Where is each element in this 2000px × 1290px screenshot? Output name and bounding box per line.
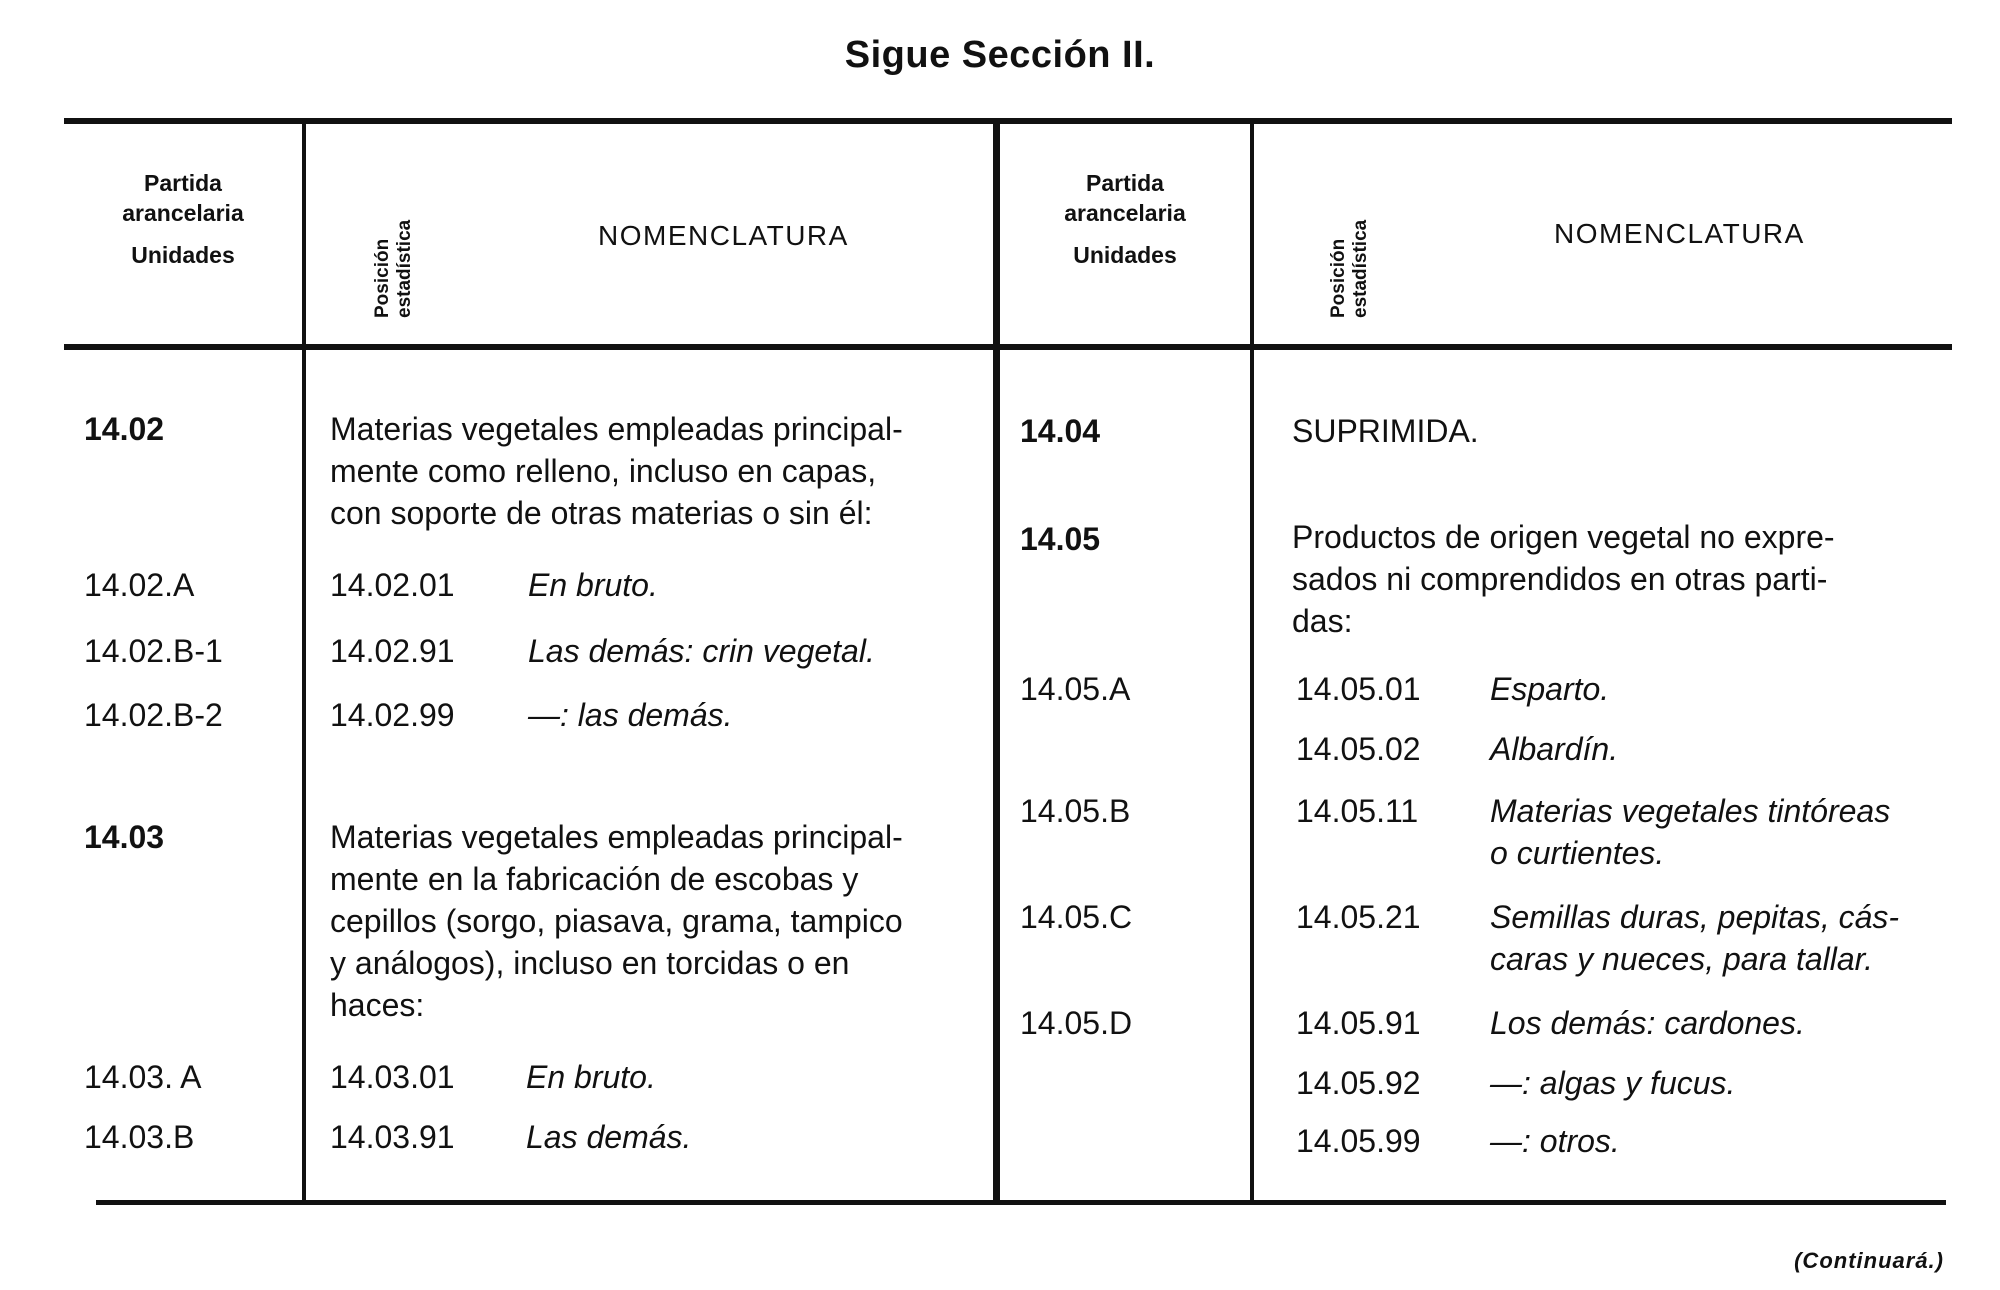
partida-14-05-a: 14.05.A xyxy=(1020,671,1131,707)
posicion-14-02-01: 14.02.01 xyxy=(330,567,455,603)
header-partida-line2: arancelaria xyxy=(122,200,244,226)
header-posicion-line2: estadística xyxy=(394,219,415,318)
header-nomenclatura-right: NOMENCLATURA xyxy=(1554,218,1805,249)
posicion-14-05-92: 14.05.92 xyxy=(1296,1065,1421,1101)
text-line: Materias vegetales tintóreas xyxy=(1490,793,1891,829)
posicion-14-03-91: 14.03.91 xyxy=(330,1119,455,1155)
posicion-14-05-91: 14.05.91 xyxy=(1296,1005,1421,1041)
header-nomenclatura-left: NOMENCLATURA xyxy=(598,220,849,251)
text-line: das: xyxy=(1292,603,1353,639)
header-posicion-line2: estadística xyxy=(1350,219,1371,318)
desc-14-02-99: —: las demás. xyxy=(528,697,733,733)
nomenclatura-14-04: SUPRIMIDA. xyxy=(1292,413,1479,449)
posicion-14-02-99: 14.02.99 xyxy=(330,697,455,733)
table-bottom-rule xyxy=(96,1200,1946,1205)
text-line: Materias vegetales empleadas principal- xyxy=(330,819,903,855)
header-partida-right xyxy=(1000,168,1250,270)
partida-14-04: 14.04 xyxy=(1020,413,1101,449)
text-line: mente como relleno, incluso en capas, xyxy=(330,453,877,489)
posicion-14-05-02: 14.05.02 xyxy=(1296,731,1421,767)
partida-14-02-b2: 14.02.B-2 xyxy=(84,697,223,733)
partida-14-05-c: 14.05.C xyxy=(1020,899,1133,935)
text-line: Productos de origen vegetal no expre- xyxy=(1292,519,1835,555)
column-divider-3 xyxy=(1250,118,1254,1203)
partida-14-05: 14.05 xyxy=(1020,521,1101,557)
header-bottom-rule xyxy=(64,344,1952,350)
text-line: Materias vegetales empleadas principal- xyxy=(330,411,903,447)
partida-14-03: 14.03 xyxy=(84,819,165,855)
partida-14-05-b: 14.05.B xyxy=(1020,793,1131,829)
partida-14-02: 14.02 xyxy=(84,411,165,447)
posicion-14-05-11: 14.05.11 xyxy=(1296,793,1419,829)
posicion-14-05-99: 14.05.99 xyxy=(1296,1123,1421,1159)
text-line: o curtientes. xyxy=(1490,835,1665,871)
text-line: sados ni comprendidos en otras parti- xyxy=(1292,561,1828,597)
text-line: y análogos), incluso en torcidas o en xyxy=(330,945,850,981)
partida-14-03-b: 14.03.B xyxy=(84,1119,195,1155)
header-partida-line1: Partida xyxy=(1086,170,1164,196)
header-partida-line2: arancelaria xyxy=(1064,200,1186,226)
desc-14-05-01: Esparto. xyxy=(1490,671,1610,707)
partida-14-05-d: 14.05.D xyxy=(1020,1005,1133,1041)
table-top-rule xyxy=(64,118,1952,124)
nomenclatura-14-05 xyxy=(1292,516,1936,642)
nomenclatura-14-03 xyxy=(330,816,970,1026)
desc-14-05-21 xyxy=(1490,896,1899,980)
desc-14-03-91: Las demás. xyxy=(526,1119,692,1155)
partida-14-02-b1: 14.02.B-1 xyxy=(84,633,223,669)
text-line: cepillos (sorgo, piasava, grama, tampico xyxy=(330,903,903,939)
column-divider-center xyxy=(993,118,1000,1203)
partida-14-03-a: 14.03. A xyxy=(84,1059,202,1095)
text-line: mente en la fabricación de escobas y xyxy=(330,861,859,897)
desc-14-05-11 xyxy=(1490,790,1890,874)
desc-14-05-91: Los demás: cardones. xyxy=(1490,1005,1805,1041)
header-partida-line1: Partida xyxy=(144,170,222,196)
partida-14-02-a: 14.02.A xyxy=(84,567,195,603)
desc-14-05-99: —: otros. xyxy=(1490,1123,1620,1159)
header-partida-line3: Unidades xyxy=(131,242,235,268)
desc-14-05-92: —: algas y fucus. xyxy=(1490,1065,1736,1101)
posicion-14-05-21: 14.05.21 xyxy=(1296,899,1421,935)
desc-14-02-91: Las demás: crin vegetal. xyxy=(528,633,875,669)
header-partida-left xyxy=(64,168,302,270)
desc-14-05-02: Albardín. xyxy=(1490,731,1619,767)
posicion-14-03-01: 14.03.01 xyxy=(330,1059,455,1095)
header-partida-line3: Unidades xyxy=(1073,242,1177,268)
posicion-14-02-91: 14.02.91 xyxy=(330,633,455,669)
header-posicion-right xyxy=(1328,168,1374,318)
text-line: con soporte de otras materias o sin él: xyxy=(330,495,873,531)
column-divider-1 xyxy=(302,118,306,1203)
text-line: haces: xyxy=(330,987,425,1023)
header-posicion-line1: Posición xyxy=(1328,238,1349,318)
header-posicion-line1: Posición xyxy=(372,238,393,318)
desc-14-02-01: En bruto. xyxy=(528,567,658,603)
nomenclatura-14-02 xyxy=(330,408,970,534)
header-posicion-left xyxy=(372,168,418,318)
page-title: Sigue Sección II. xyxy=(844,34,1156,76)
text-line: Semillas duras, pepitas, cás- xyxy=(1490,899,1900,935)
continuation-note: (Continuará.) xyxy=(1794,1248,1944,1273)
desc-14-03-01: En bruto. xyxy=(526,1059,656,1095)
text-line: caras y nueces, para tallar. xyxy=(1490,941,1873,977)
posicion-14-05-01: 14.05.01 xyxy=(1296,671,1421,707)
